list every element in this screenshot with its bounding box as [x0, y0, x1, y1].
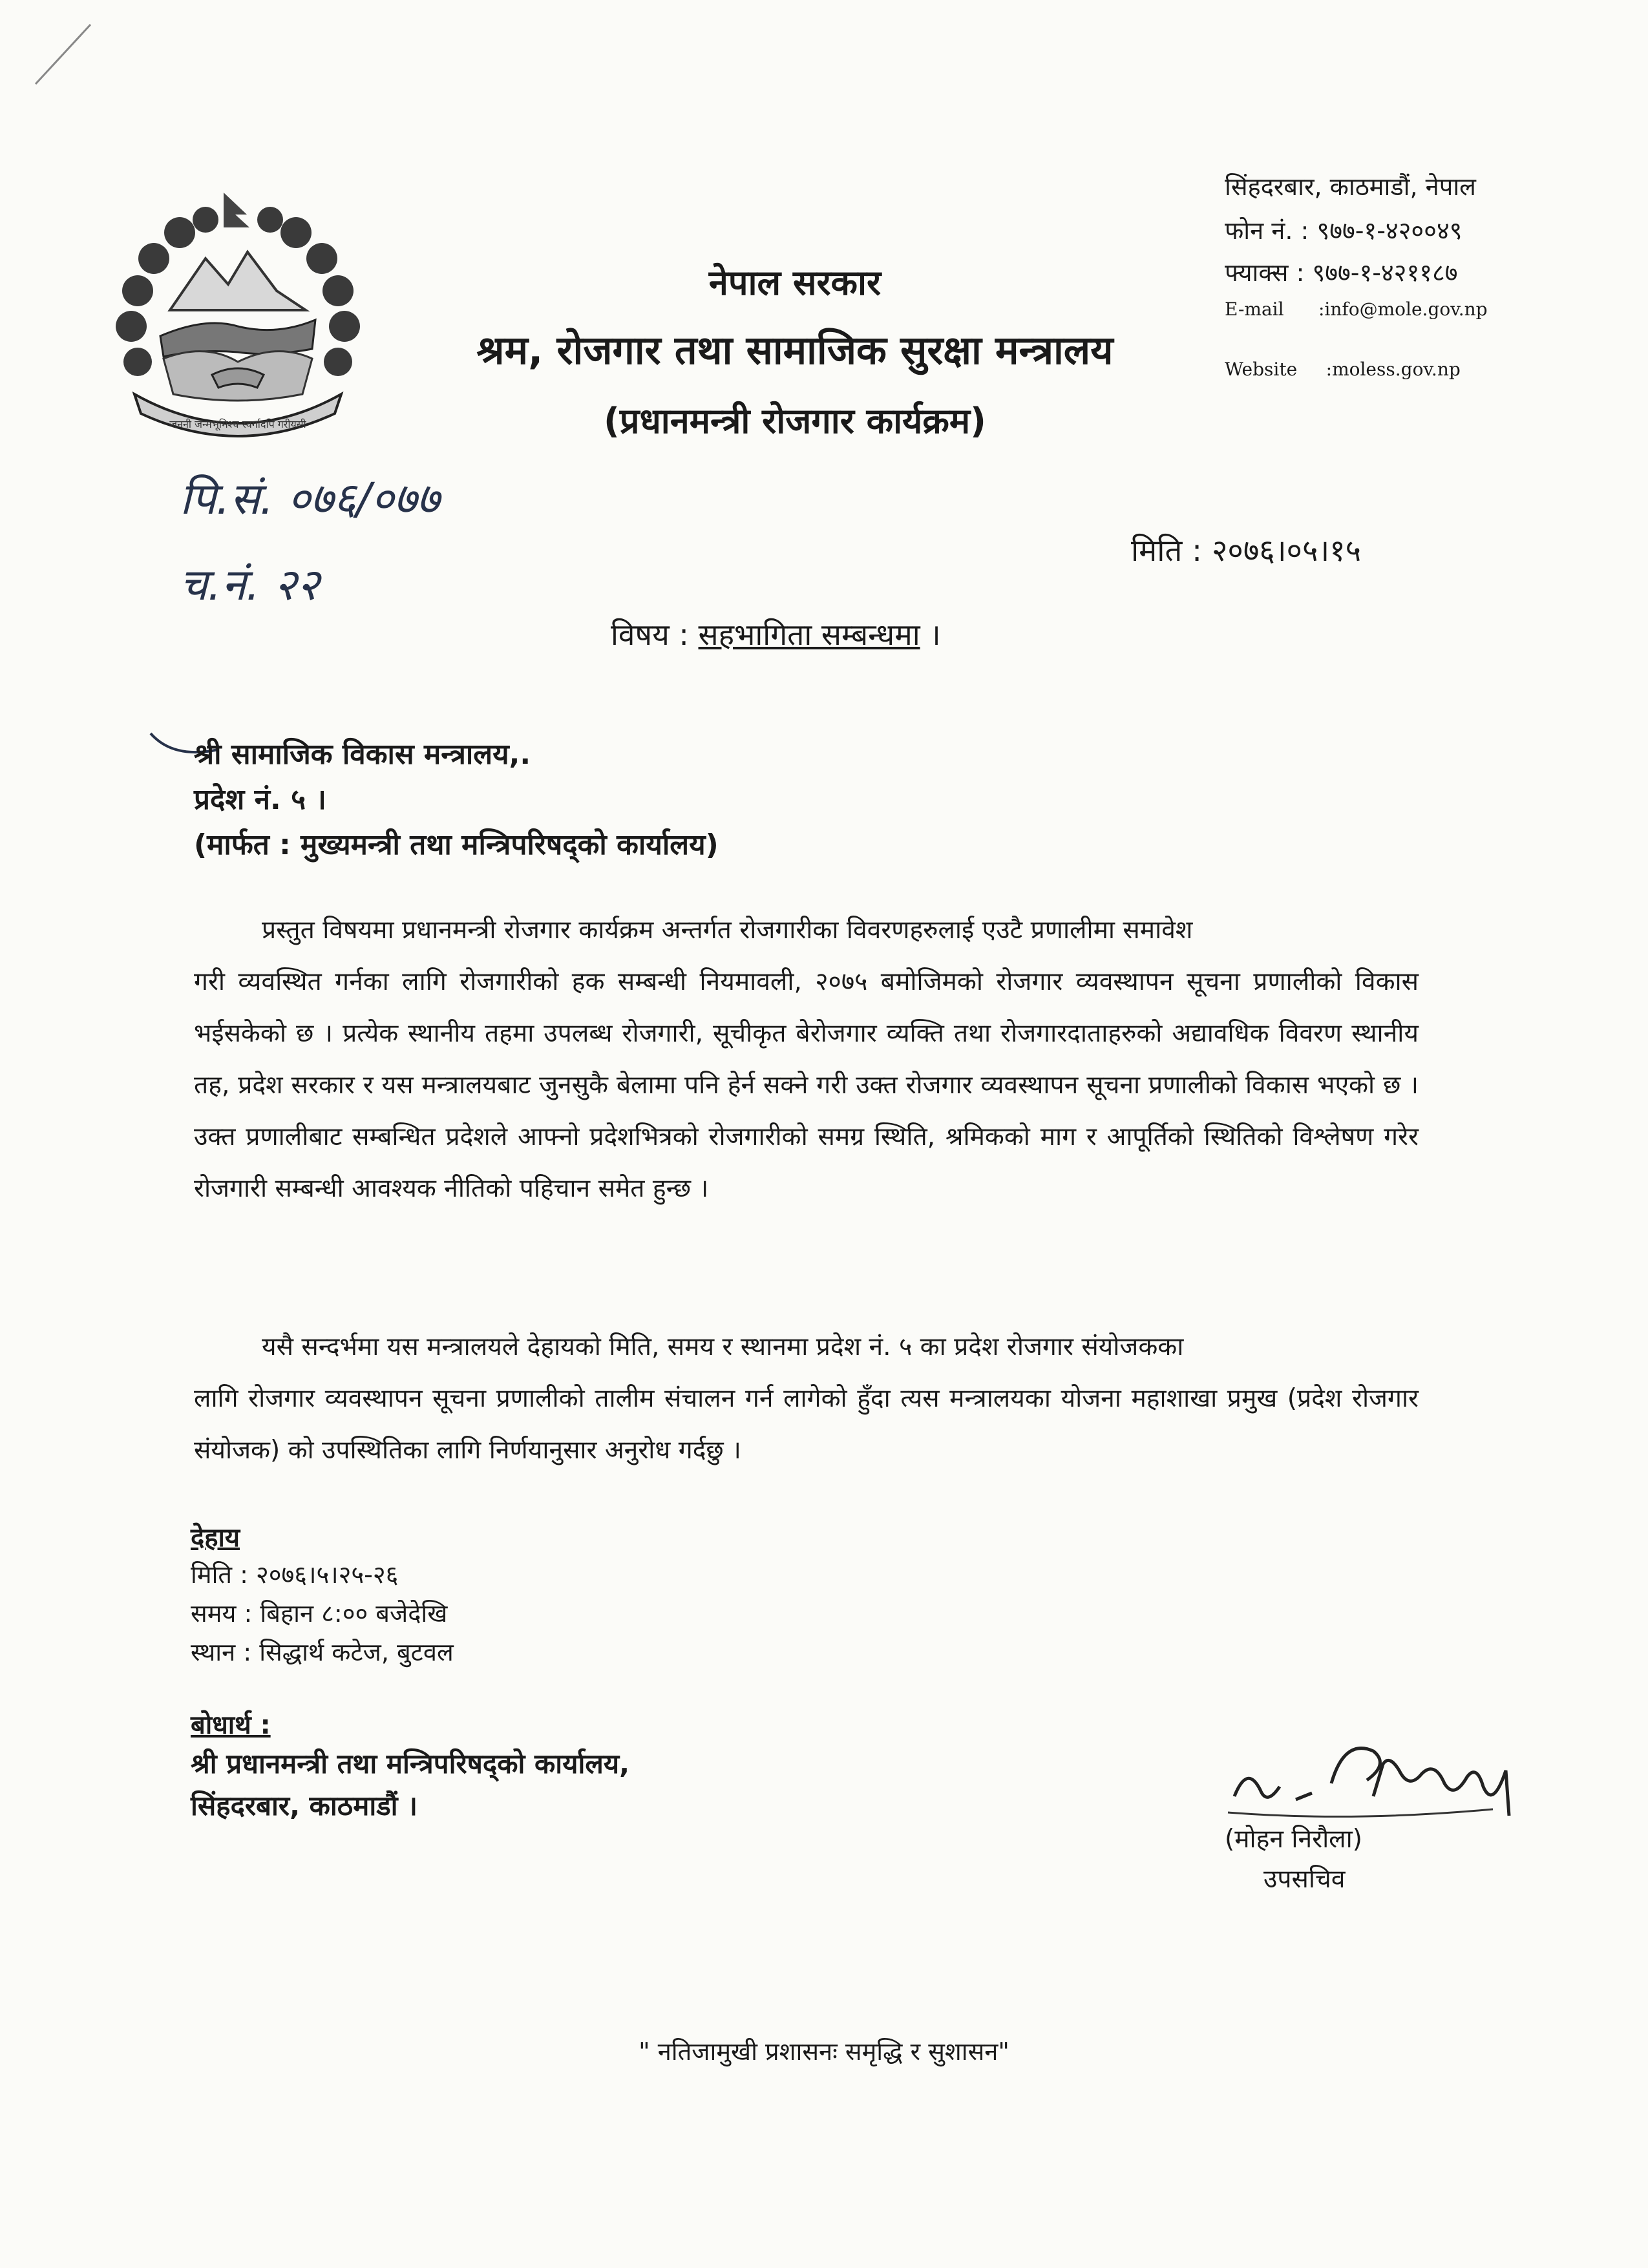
details-date: मिति : २०७६।५।२५-२६: [191, 1560, 399, 1589]
subject-label: विषय :: [611, 617, 699, 652]
contact-website: Website :moless.gov.np: [1225, 359, 1461, 380]
addressee-line-3: (मार्फत : मुख्यमन्त्री तथा मन्त्रिपरिषद्को कार्यालय): [194, 828, 719, 861]
letter-date: मिति : २०७६।०५।१५: [1131, 533, 1362, 569]
addressee-line-2: प्रदेश नं. ५ ।: [194, 783, 326, 816]
nepal-emblem-icon: [109, 187, 367, 452]
subject-text: सहभागिता सम्बन्धमा: [698, 617, 920, 652]
signatory-designation: उपसचिव: [1263, 1865, 1346, 1894]
handwritten-dispatch-number: च.नं. २२: [180, 560, 320, 611]
details-heading: देहाय: [191, 1523, 240, 1553]
ministry-title: श्रम, रोजगार तथा सामाजिक सुरक्षा मन्त्रालय: [476, 328, 1114, 373]
body-paragraph-2: लागि रोजगार व्यवस्थापन सूचना प्रणालीको तालीम संचालन गर्न लागेको हुँदा त्यस मन्त्रालयका योजना महाशाखा प्रमुख (प्रदेश रोजगार संयोजक) को उपस्थितिका लागि निर्णयानुसार अनुरोध गर्दछु ।: [194, 1384, 1419, 1465]
cc-heading: बोधार्थ :: [191, 1710, 271, 1740]
body-paragraph-2-first-line: यसै सन्दर्भमा यस मन्त्रालयले देहायको मिति, समय र स्थानमा प्रदेश नं. ५ का प्रदेश रोजगार संयोजकका: [262, 1332, 1184, 1361]
contact-address: सिंहदरबार, काठमाडौं, नेपाल: [1225, 173, 1476, 201]
details-time: समय : बिहान ८:०० बजेदेखि: [191, 1599, 448, 1628]
program-title: (प्रधानमन्त्री रोजगार कार्यक्रम): [604, 401, 986, 441]
body-paragraph-1-first-line: प्रस्तुत विषयमा प्रधानमन्त्री रोजगार कार्यक्रम अन्तर्गत रोजगारीका विवरणहरुलाई एउटै प्रणालीमा समावेश: [262, 916, 1193, 945]
svg-text:जननी जन्मभूमिश्च स्वर्गादपि गर: जननी जन्मभूमिश्च स्वर्गादपि गरीयसी: [169, 418, 306, 430]
contact-email: E-mail :info@mole.gov.np: [1225, 299, 1488, 320]
body-paragraph-1: गरी व्यवस्थित गर्नका लागि रोजगारीको हक सम्बन्धी नियमावली, २०७५ बमोजिमको रोजगार व्यवस्थापन सूचना प्रणालीको विकास भईसकेको छ । प्रत्येक स्थानीय तहमा उपलब्ध रोजगारी, सूचीकृत बेरोजगार व्यक्ति तथा रोजगारदाताहरुको अद्यावधिक विवरण स्थानीय तह, प्रदेश सरकार र यस मन्त्रालयबाट जुनसुकै बेलामा पनि हेर्न सक्ने गरी उक्त रोजगार व्यवस्थापन सूचना प्रणालीको विकास भएको छ । उक्त प्रणालीबाट सम्बन्धित प्रदेशले आफ्नो प्रदेशभित्रको रोजगारीको समग्र स्थिति, श्रमिकको माग र आपूर्तिको स्थितिको विश्लेषण गरेर रोजगारी सम्बन्धी आवश्यक नीतिको पहिचान समेत हुन्छ ।: [194, 967, 1419, 1203]
government-title: नेपाल सरकार: [708, 262, 882, 303]
cc-line-1: श्री प्रधानमन्त्री तथा मन्त्रिपरिषद्को कार्यालय,: [191, 1748, 630, 1780]
cc-line-2: सिंहदरबार, काठमाडौं ।: [191, 1790, 418, 1822]
signature-icon: [1221, 1725, 1558, 1822]
subject-end: ।: [920, 617, 941, 652]
addressee-line-1: श्री सामाजिक विकास मन्त्रालय,.: [194, 738, 531, 771]
handwritten-reference-number: पि.सं. ०७६/०७७: [180, 474, 440, 525]
details-place: स्थान : सिद्धार्थ कटेज, बुटवल: [191, 1638, 454, 1666]
contact-fax: फ्याक्स : ९७७-१-४२११८७: [1225, 258, 1458, 287]
subject-line: [611, 614, 941, 654]
contact-phone: फोन नं. : ९७७-१-४२००४९: [1225, 216, 1463, 245]
signatory-name: (मोहन निरौला): [1225, 1825, 1362, 1854]
footer-slogan: " नतिजामुखी प्रशासनः समृद्धि र सुशासन": [639, 2037, 1009, 2066]
scan-corner-line: [26, 19, 97, 90]
